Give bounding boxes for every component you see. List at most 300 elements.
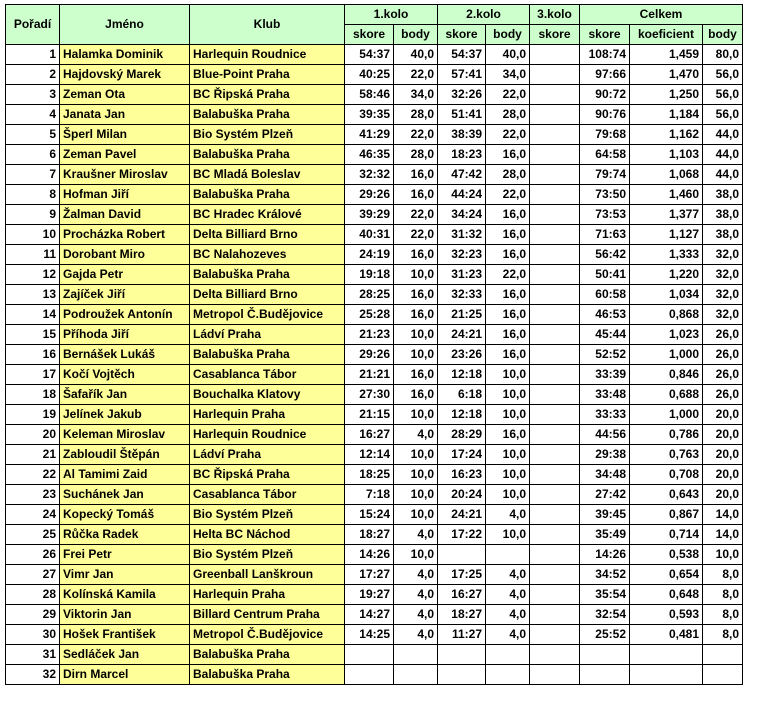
- round1-points-cell: 4,0: [394, 425, 438, 445]
- round2-score-cell: 23:26: [438, 345, 486, 365]
- round2-points-cell: [486, 545, 530, 565]
- club-cell: Greenball Lanškroun: [190, 565, 345, 585]
- coefficient-cell: 1,162: [630, 125, 703, 145]
- table-row: [6, 185, 743, 205]
- header-total: Celkem: [580, 5, 743, 25]
- round1-score-cell: 40:31: [345, 225, 394, 245]
- name-cell: Zajíček Jiří: [60, 285, 190, 305]
- standings-table: [5, 4, 743, 685]
- rank-cell: 23: [6, 485, 60, 505]
- name-cell: Kolínská Kamila: [60, 585, 190, 605]
- total-points-cell: 20,0: [703, 445, 743, 465]
- round2-points-cell: 22,0: [486, 265, 530, 285]
- rank-cell: 31: [6, 645, 60, 665]
- round2-score-cell: 17:25: [438, 565, 486, 585]
- round2-score-cell: 32:33: [438, 285, 486, 305]
- round2-score-cell: 17:22: [438, 525, 486, 545]
- round3-score-cell: [530, 85, 580, 105]
- total-score-cell: 33:48: [580, 385, 630, 405]
- rank-cell: 10: [6, 225, 60, 245]
- table-row: [6, 125, 743, 145]
- round1-points-cell: 28,0: [394, 145, 438, 165]
- round2-score-cell: 16:23: [438, 465, 486, 485]
- rank-cell: 5: [6, 125, 60, 145]
- coefficient-cell: 1,000: [630, 405, 703, 425]
- total-score-cell: 79:68: [580, 125, 630, 145]
- round2-points-cell: 4,0: [486, 565, 530, 585]
- rank-cell: 22: [6, 465, 60, 485]
- round2-score-cell: 18:27: [438, 605, 486, 625]
- round2-score-cell: 54:37: [438, 45, 486, 65]
- table-row: [6, 625, 743, 645]
- rank-cell: 8: [6, 185, 60, 205]
- club-cell: Bio Systém Plzeň: [190, 545, 345, 565]
- name-cell: Jelínek Jakub: [60, 405, 190, 425]
- total-points-cell: 20,0: [703, 425, 743, 445]
- total-score-cell: 14:26: [580, 545, 630, 565]
- round2-score-cell: 32:26: [438, 85, 486, 105]
- total-points-cell: 20,0: [703, 405, 743, 425]
- round1-score-cell: 29:26: [345, 345, 394, 365]
- club-cell: BC Řipská Praha: [190, 465, 345, 485]
- total-score-cell: 56:42: [580, 245, 630, 265]
- club-cell: BC Mladá Boleslav: [190, 165, 345, 185]
- header-coefficient: koeficient: [630, 25, 703, 45]
- header-club: Klub: [190, 5, 345, 45]
- total-points-cell: 14,0: [703, 525, 743, 545]
- round1-score-cell: 21:15: [345, 405, 394, 425]
- coefficient-cell: 0,868: [630, 305, 703, 325]
- round3-score-cell: [530, 45, 580, 65]
- header-name: Jméno: [60, 5, 190, 45]
- total-points-cell: 80,0: [703, 45, 743, 65]
- rank-cell: 2: [6, 65, 60, 85]
- total-score-cell: 64:58: [580, 145, 630, 165]
- club-cell: Balabuška Praha: [190, 105, 345, 125]
- header-rank: Pořadí: [6, 5, 60, 45]
- rank-cell: 12: [6, 265, 60, 285]
- coefficient-cell: 1,220: [630, 265, 703, 285]
- name-cell: Hajdovský Marek: [60, 65, 190, 85]
- round1-points-cell: 4,0: [394, 585, 438, 605]
- club-cell: Delta Billiard Brno: [190, 285, 345, 305]
- round2-points-cell: 16,0: [486, 285, 530, 305]
- round2-points-cell: 40,0: [486, 45, 530, 65]
- round3-score-cell: [530, 185, 580, 205]
- round2-score-cell: 17:24: [438, 445, 486, 465]
- total-points-cell: 38,0: [703, 225, 743, 245]
- round2-score-cell: 44:24: [438, 185, 486, 205]
- round1-score-cell: 28:25: [345, 285, 394, 305]
- round1-score-cell: 58:46: [345, 85, 394, 105]
- club-cell: Balabuška Praha: [190, 185, 345, 205]
- coefficient-cell: 0,786: [630, 425, 703, 445]
- round1-points-cell: 4,0: [394, 565, 438, 585]
- round3-score-cell: [530, 145, 580, 165]
- name-cell: Šperl Milan: [60, 125, 190, 145]
- table-row: [6, 145, 743, 165]
- total-score-cell: 90:72: [580, 85, 630, 105]
- club-cell: BC Řipská Praha: [190, 85, 345, 105]
- round1-points-cell: 4,0: [394, 525, 438, 545]
- round2-points-cell: [486, 645, 530, 665]
- round1-points-cell: 16,0: [394, 385, 438, 405]
- coefficient-cell: 0,648: [630, 585, 703, 605]
- header-r2-score: skore: [438, 25, 486, 45]
- round1-points-cell: 40,0: [394, 45, 438, 65]
- round2-points-cell: 16,0: [486, 425, 530, 445]
- total-points-cell: 32,0: [703, 305, 743, 325]
- total-score-cell: 25:52: [580, 625, 630, 645]
- rank-cell: 18: [6, 385, 60, 405]
- name-cell: Dirn Marcel: [60, 665, 190, 685]
- round2-score-cell: 18:23: [438, 145, 486, 165]
- round3-score-cell: [530, 445, 580, 465]
- total-points-cell: 14,0: [703, 505, 743, 525]
- club-cell: Helta BC Náchod: [190, 525, 345, 545]
- club-cell: Bio Systém Plzeň: [190, 505, 345, 525]
- coefficient-cell: 1,377: [630, 205, 703, 225]
- round2-score-cell: 32:23: [438, 245, 486, 265]
- name-cell: Šafařík Jan: [60, 385, 190, 405]
- table-row: [6, 525, 743, 545]
- total-points-cell: 10,0: [703, 545, 743, 565]
- header-r3-score: skore: [530, 25, 580, 45]
- name-cell: Janata Jan: [60, 105, 190, 125]
- round2-points-cell: 4,0: [486, 585, 530, 605]
- rank-cell: 13: [6, 285, 60, 305]
- rank-cell: 28: [6, 585, 60, 605]
- round1-points-cell: 28,0: [394, 105, 438, 125]
- total-score-cell: 34:52: [580, 565, 630, 585]
- total-points-cell: 32,0: [703, 285, 743, 305]
- rank-cell: 4: [6, 105, 60, 125]
- round1-points-cell: 10,0: [394, 265, 438, 285]
- total-score-cell: 35:49: [580, 525, 630, 545]
- coefficient-cell: 0,538: [630, 545, 703, 565]
- total-points-cell: 32,0: [703, 245, 743, 265]
- round2-score-cell: 6:18: [438, 385, 486, 405]
- round1-points-cell: 10,0: [394, 325, 438, 345]
- table-row: [6, 465, 743, 485]
- rank-cell: 7: [6, 165, 60, 185]
- round2-score-cell: 16:27: [438, 585, 486, 605]
- total-score-cell: 29:38: [580, 445, 630, 465]
- total-score-cell: 73:53: [580, 205, 630, 225]
- name-cell: Sedláček Jan: [60, 645, 190, 665]
- total-score-cell: 33:33: [580, 405, 630, 425]
- round1-points-cell: 10,0: [394, 405, 438, 425]
- total-points-cell: 32,0: [703, 265, 743, 285]
- round3-score-cell: [530, 565, 580, 585]
- round2-points-cell: 10,0: [486, 445, 530, 465]
- header-round3: 3.kolo: [530, 5, 580, 25]
- round2-points-cell: 10,0: [486, 525, 530, 545]
- coefficient-cell: [630, 645, 703, 665]
- header-r1-points: body: [394, 25, 438, 45]
- total-points-cell: 56,0: [703, 105, 743, 125]
- club-cell: BC Nalahozeves: [190, 245, 345, 265]
- name-cell: Frei Petr: [60, 545, 190, 565]
- total-points-cell: 26,0: [703, 345, 743, 365]
- name-cell: Zabloudil Štěpán: [60, 445, 190, 465]
- coefficient-cell: 0,593: [630, 605, 703, 625]
- round2-score-cell: 57:41: [438, 65, 486, 85]
- round2-score-cell: 38:39: [438, 125, 486, 145]
- round1-points-cell: 16,0: [394, 305, 438, 325]
- club-cell: Bio Systém Plzeň: [190, 125, 345, 145]
- round1-score-cell: 32:32: [345, 165, 394, 185]
- table-row: [6, 445, 743, 465]
- table-row: [6, 305, 743, 325]
- club-cell: Bouchalka Klatovy: [190, 385, 345, 405]
- coefficient-cell: 1,127: [630, 225, 703, 245]
- table-row: [6, 205, 743, 225]
- rank-cell: 29: [6, 605, 60, 625]
- club-cell: Delta Billiard Brno: [190, 225, 345, 245]
- name-cell: Podroužek Antonín: [60, 305, 190, 325]
- name-cell: Hošek František: [60, 625, 190, 645]
- table-row: [6, 325, 743, 345]
- rank-cell: 11: [6, 245, 60, 265]
- rank-cell: 27: [6, 565, 60, 585]
- round1-score-cell: 17:27: [345, 565, 394, 585]
- round3-score-cell: [530, 605, 580, 625]
- round1-score-cell: 39:29: [345, 205, 394, 225]
- total-score-cell: 90:76: [580, 105, 630, 125]
- total-score-cell: 97:66: [580, 65, 630, 85]
- total-points-cell: 20,0: [703, 485, 743, 505]
- header-total-points: body: [703, 25, 743, 45]
- total-score-cell: 46:53: [580, 305, 630, 325]
- club-cell: Balabuška Praha: [190, 665, 345, 685]
- round2-score-cell: 21:25: [438, 305, 486, 325]
- round1-score-cell: 40:25: [345, 65, 394, 85]
- total-score-cell: [580, 645, 630, 665]
- rank-cell: 14: [6, 305, 60, 325]
- round1-score-cell: 18:27: [345, 525, 394, 545]
- rank-cell: 19: [6, 405, 60, 425]
- round1-score-cell: 14:25: [345, 625, 394, 645]
- round1-score-cell: 19:27: [345, 585, 394, 605]
- total-score-cell: 32:54: [580, 605, 630, 625]
- round1-score-cell: 12:14: [345, 445, 394, 465]
- round2-points-cell: 16,0: [486, 225, 530, 245]
- table-row: [6, 365, 743, 385]
- total-points-cell: 26,0: [703, 365, 743, 385]
- round1-score-cell: 14:26: [345, 545, 394, 565]
- header-total-score: skore: [580, 25, 630, 45]
- total-points-cell: [703, 665, 743, 685]
- round3-score-cell: [530, 665, 580, 685]
- total-score-cell: 73:50: [580, 185, 630, 205]
- name-cell: Žalman David: [60, 205, 190, 225]
- total-points-cell: 8,0: [703, 565, 743, 585]
- round1-points-cell: 10,0: [394, 465, 438, 485]
- round2-score-cell: 24:21: [438, 325, 486, 345]
- table-row: [6, 665, 743, 685]
- round1-score-cell: 16:27: [345, 425, 394, 445]
- rank-cell: 16: [6, 345, 60, 365]
- table-row: [6, 545, 743, 565]
- table-row: [6, 405, 743, 425]
- coefficient-cell: 1,333: [630, 245, 703, 265]
- total-score-cell: 79:74: [580, 165, 630, 185]
- club-cell: Blue-Point Praha: [190, 65, 345, 85]
- coefficient-cell: 0,846: [630, 365, 703, 385]
- round3-score-cell: [530, 385, 580, 405]
- round3-score-cell: [530, 325, 580, 345]
- round2-score-cell: 31:23: [438, 265, 486, 285]
- round1-points-cell: 16,0: [394, 365, 438, 385]
- round2-score-cell: [438, 545, 486, 565]
- table-row: [6, 85, 743, 105]
- table-row: [6, 425, 743, 445]
- round2-points-cell: 10,0: [486, 365, 530, 385]
- round1-points-cell: [394, 665, 438, 685]
- round2-points-cell: 16,0: [486, 205, 530, 225]
- round2-points-cell: 10,0: [486, 385, 530, 405]
- name-cell: Bernášek Lukáš: [60, 345, 190, 365]
- round2-points-cell: 10,0: [486, 485, 530, 505]
- round2-points-cell: 22,0: [486, 185, 530, 205]
- coefficient-cell: 1,250: [630, 85, 703, 105]
- total-points-cell: 44,0: [703, 145, 743, 165]
- round1-points-cell: 16,0: [394, 185, 438, 205]
- club-cell: Balabuška Praha: [190, 345, 345, 365]
- round1-score-cell: 24:19: [345, 245, 394, 265]
- round2-points-cell: 22,0: [486, 125, 530, 145]
- club-cell: Casablanca Tábor: [190, 485, 345, 505]
- round1-score-cell: [345, 665, 394, 685]
- name-cell: Procházka Robert: [60, 225, 190, 245]
- header-round2: 2.kolo: [438, 5, 530, 25]
- club-cell: Metropol Č.Budějovice: [190, 625, 345, 645]
- club-cell: Harlequin Roudnice: [190, 425, 345, 445]
- name-cell: Al Tamimi Zaid: [60, 465, 190, 485]
- round2-points-cell: 4,0: [486, 605, 530, 625]
- round2-points-cell: 34,0: [486, 65, 530, 85]
- coefficient-cell: 1,470: [630, 65, 703, 85]
- name-cell: Viktorin Jan: [60, 605, 190, 625]
- round1-points-cell: 22,0: [394, 125, 438, 145]
- round1-score-cell: 7:18: [345, 485, 394, 505]
- coefficient-cell: 0,654: [630, 565, 703, 585]
- coefficient-cell: 0,867: [630, 505, 703, 525]
- rank-cell: 1: [6, 45, 60, 65]
- rank-cell: 17: [6, 365, 60, 385]
- round1-points-cell: 16,0: [394, 245, 438, 265]
- total-score-cell: 39:45: [580, 505, 630, 525]
- coefficient-cell: [630, 665, 703, 685]
- coefficient-cell: 0,714: [630, 525, 703, 545]
- round1-points-cell: 16,0: [394, 285, 438, 305]
- coefficient-cell: 1,000: [630, 345, 703, 365]
- round3-score-cell: [530, 465, 580, 485]
- round1-score-cell: 46:35: [345, 145, 394, 165]
- round2-points-cell: 16,0: [486, 245, 530, 265]
- total-score-cell: 108:74: [580, 45, 630, 65]
- table-row: [6, 265, 743, 285]
- round2-points-cell: 16,0: [486, 345, 530, 365]
- round1-score-cell: 54:37: [345, 45, 394, 65]
- table-row: [6, 565, 743, 585]
- round1-score-cell: [345, 645, 394, 665]
- total-points-cell: 8,0: [703, 625, 743, 645]
- total-points-cell: 8,0: [703, 605, 743, 625]
- round1-points-cell: 10,0: [394, 545, 438, 565]
- round1-points-cell: 10,0: [394, 445, 438, 465]
- round3-score-cell: [530, 205, 580, 225]
- coefficient-cell: 1,103: [630, 145, 703, 165]
- round2-score-cell: [438, 665, 486, 685]
- round2-score-cell: 51:41: [438, 105, 486, 125]
- header-r1-score: skore: [345, 25, 394, 45]
- round3-score-cell: [530, 525, 580, 545]
- club-cell: Harlequin Praha: [190, 405, 345, 425]
- round2-score-cell: 31:32: [438, 225, 486, 245]
- club-cell: Harlequin Roudnice: [190, 45, 345, 65]
- round3-score-cell: [530, 165, 580, 185]
- coefficient-cell: 0,708: [630, 465, 703, 485]
- rank-cell: 24: [6, 505, 60, 525]
- round1-points-cell: 10,0: [394, 485, 438, 505]
- coefficient-cell: 1,023: [630, 325, 703, 345]
- table-row: [6, 165, 743, 185]
- rank-cell: 21: [6, 445, 60, 465]
- round2-score-cell: 34:24: [438, 205, 486, 225]
- total-score-cell: 71:63: [580, 225, 630, 245]
- round2-points-cell: 16,0: [486, 305, 530, 325]
- round3-score-cell: [530, 425, 580, 445]
- total-score-cell: [580, 665, 630, 685]
- round1-score-cell: 41:29: [345, 125, 394, 145]
- round3-score-cell: [530, 365, 580, 385]
- round1-points-cell: 4,0: [394, 625, 438, 645]
- name-cell: Kopecký Tomáš: [60, 505, 190, 525]
- round1-points-cell: 22,0: [394, 65, 438, 85]
- total-points-cell: 8,0: [703, 585, 743, 605]
- round1-points-cell: 22,0: [394, 225, 438, 245]
- name-cell: Suchánek Jan: [60, 485, 190, 505]
- name-cell: Hofman Jiří: [60, 185, 190, 205]
- coefficient-cell: 1,034: [630, 285, 703, 305]
- name-cell: Gajda Petr: [60, 265, 190, 285]
- round2-points-cell: 16,0: [486, 325, 530, 345]
- table-row: [6, 505, 743, 525]
- name-cell: Keleman Miroslav: [60, 425, 190, 445]
- round3-score-cell: [530, 585, 580, 605]
- round1-score-cell: 19:18: [345, 265, 394, 285]
- round2-score-cell: 47:42: [438, 165, 486, 185]
- rank-cell: 32: [6, 665, 60, 685]
- name-cell: Růčka Radek: [60, 525, 190, 545]
- total-score-cell: 52:52: [580, 345, 630, 365]
- round3-score-cell: [530, 485, 580, 505]
- table-row: [6, 65, 743, 85]
- round3-score-cell: [530, 625, 580, 645]
- round1-score-cell: 39:35: [345, 105, 394, 125]
- round2-points-cell: 4,0: [486, 625, 530, 645]
- round3-score-cell: [530, 225, 580, 245]
- club-cell: Ládví Praha: [190, 445, 345, 465]
- coefficient-cell: 0,643: [630, 485, 703, 505]
- round1-score-cell: 15:24: [345, 505, 394, 525]
- club-cell: Harlequin Praha: [190, 585, 345, 605]
- table-row: [6, 385, 743, 405]
- round3-score-cell: [530, 505, 580, 525]
- total-points-cell: 56,0: [703, 85, 743, 105]
